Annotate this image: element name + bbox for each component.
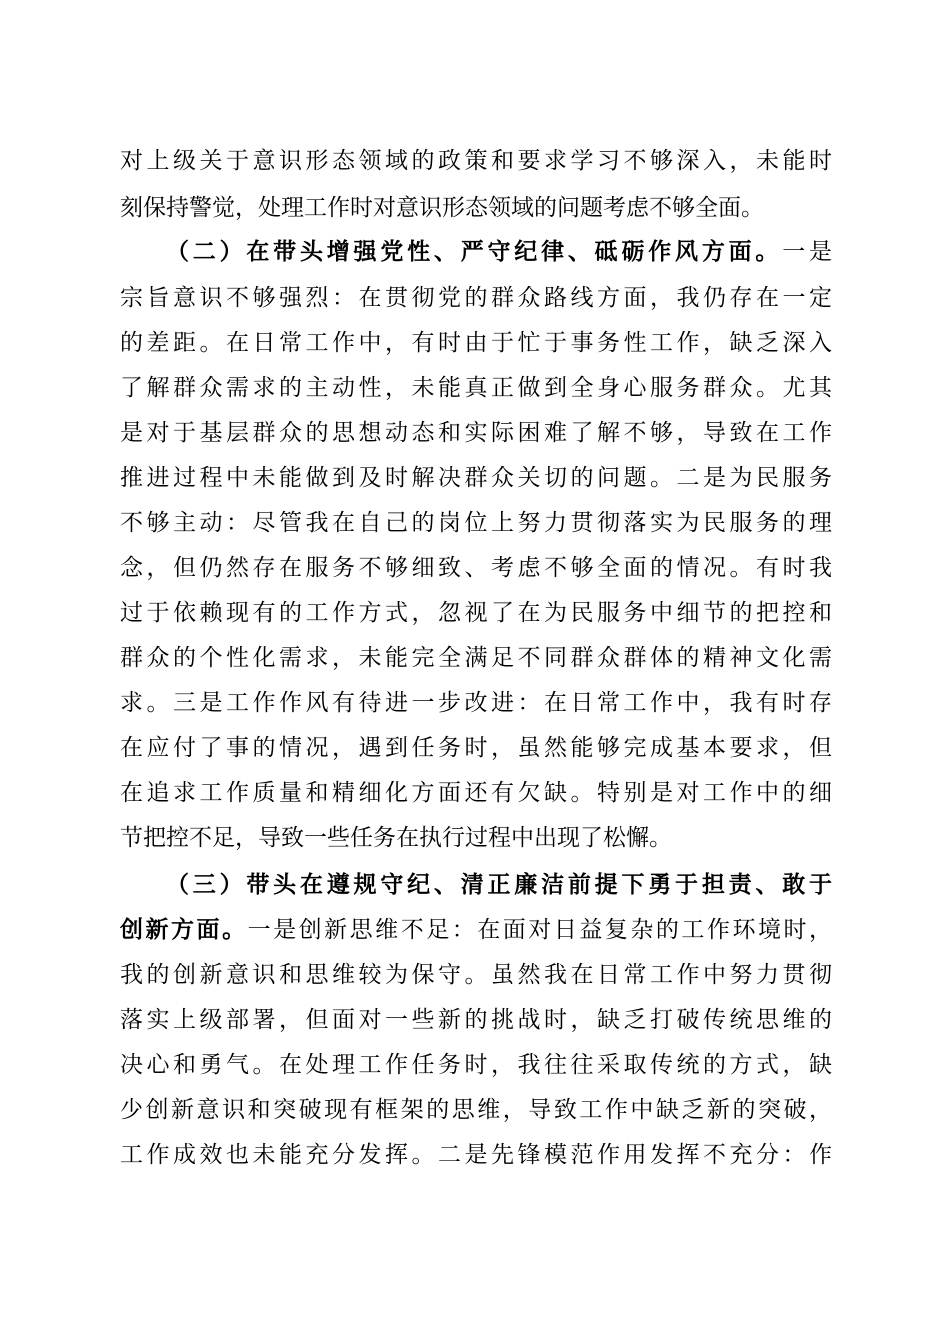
text-line (120, 816, 832, 860)
text-line (120, 276, 832, 320)
text-segment: 群众的个性化需求，未能完全满足不同群众群体的精神文化需 (120, 645, 832, 671)
text-segment: 求。三是工作作风有待进一步改进：在日常工作中，我有时存 (120, 690, 832, 716)
text-line (120, 726, 832, 770)
text-line (120, 139, 832, 183)
text-line (120, 681, 832, 725)
text-segment: 落实上级部署，但面对一些新的挑战时，缺乏打破传统思维的 (120, 1007, 832, 1033)
text-segment: 推进过程中未能做到及时解决群众关切的问题。二是为民服务 (120, 465, 832, 491)
text-segment: 是对于基层群众的思想动态和实际困难了解不够，导致在工作 (120, 420, 832, 446)
text-segment: 宗旨意识不够强烈：在贯彻党的群众路线方面，我仍存在一定 (120, 285, 832, 311)
text-line (120, 953, 832, 997)
text-line (120, 186, 832, 230)
text-line (120, 998, 832, 1042)
text-segment: 对上级关于意识形态领域的政策和要求学习不够深入，未能时 (120, 148, 832, 174)
section-heading: （二）在带头增强党性、严守纪律、砥砺作风方面。 (166, 238, 783, 265)
text-segment: 刻保持警觉，处理工作时对意识形态领域的问题考虑不够全面。 (120, 195, 764, 221)
text-segment: 工作成效也未能充分发挥。二是先锋模范作用发挥不充分：作 (120, 1142, 832, 1168)
text-line (120, 411, 832, 455)
text-segment: 不够主动：尽管我在自己的岗位上努力贯彻落实为民服务的理 (120, 510, 832, 536)
section-heading-line (166, 863, 832, 907)
text-line (120, 591, 832, 635)
section-heading-line (166, 230, 832, 274)
text-line (120, 771, 832, 815)
text-segment: 一是 (782, 239, 833, 265)
text-segment: 节把控不足，导致一些任务在执行过程中出现了松懈。 (120, 825, 672, 851)
text-line (120, 321, 832, 365)
section-heading: （三）带头在遵规守纪、清正廉洁前提下勇于担责、敢于 (166, 871, 832, 898)
text-segment: 了解群众需求的主动性，未能真正做到全身心服务群众。尤其 (120, 375, 832, 401)
text-segment: 的差距。在日常工作中，有时由于忙于事务性工作，缺乏深入 (120, 330, 832, 356)
text-segment: 少创新意识和突破现有框架的思维，导致工作中缺乏新的突破， (120, 1097, 832, 1123)
section-heading-line (120, 908, 832, 952)
text-segment: 念，但仍然存在服务不够细致、考虑不够全面的情况。有时我 (120, 555, 832, 581)
text-segment: 过于依赖现有的工作方式，忽视了在为民服务中细节的把控和 (120, 600, 832, 626)
text-line (120, 636, 832, 680)
text-segment: 在应付了事的情况，遇到任务时，虽然能够完成基本要求，但 (120, 735, 832, 761)
text-line (120, 1133, 832, 1177)
text-segment: 一是创新思维不足：在面对日益复杂的工作环境时， (247, 917, 833, 943)
text-line (120, 456, 832, 500)
text-line (120, 366, 832, 410)
section-heading: 创新方面。 (120, 916, 248, 943)
text-line (120, 1043, 832, 1087)
text-segment: 在追求工作质量和精细化方面还有欠缺。特别是对工作中的细 (120, 780, 832, 806)
text-line (120, 1088, 832, 1132)
text-line (120, 501, 832, 545)
text-segment: 决心和勇气。在处理工作任务时，我往往采取传统的方式，缺 (120, 1052, 832, 1078)
text-segment: 我的创新意识和思维较为保守。虽然我在日常工作中努力贯彻 (120, 962, 832, 988)
text-line (120, 546, 832, 590)
